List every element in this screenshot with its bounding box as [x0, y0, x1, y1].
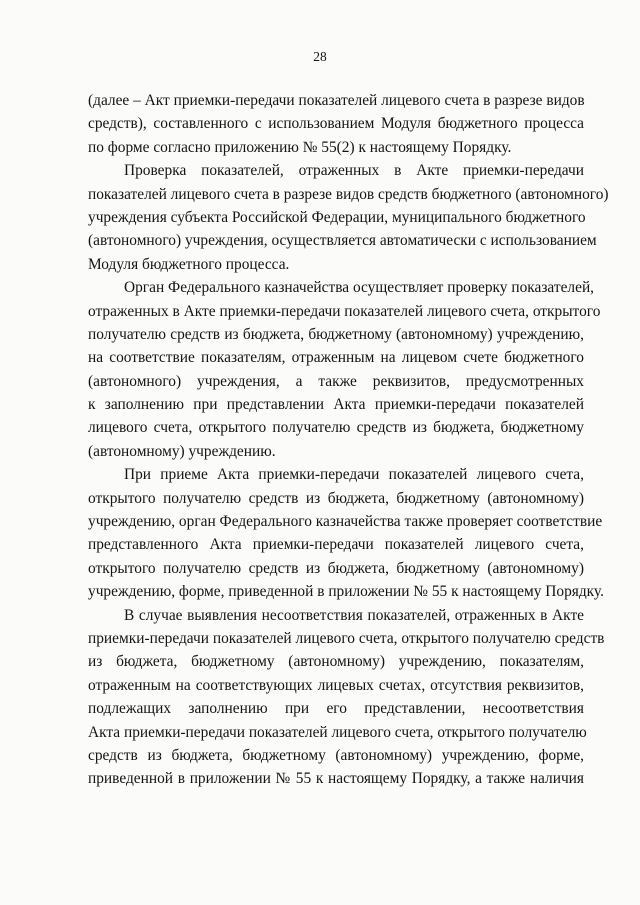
- document-body: [88, 89, 609, 791]
- text-line: отраженных в Акте приемки-передачи показателей лицевого счета, открытого: [88, 302, 601, 320]
- text-line: представленного Акта приемки-передачи показателей лицевого счета,: [88, 536, 584, 554]
- text-line: (автономному) учреждению.: [88, 442, 276, 460]
- text-line: средств из бюджета, бюджетному (автономному) учреждению, форме,: [88, 746, 584, 764]
- text-line: отраженным на соответствующих лицевых счетах, отсутствия реквизитов,: [88, 676, 584, 694]
- text-line: лицевого счета, открытого получателю средств из бюджета, бюджетному: [88, 419, 584, 437]
- text-line: по форме согласно приложению № 55(2) к настоящему Порядку.: [88, 138, 512, 156]
- text-line: (далее – Акт приемки-передачи показателей лицевого счета в разрезе видов: [88, 92, 585, 109]
- text-line: Проверка показателей, отраженных в Акте приемки-передачи: [124, 162, 584, 180]
- text-line: В случае выявления несоответствия показателей, отраженных в Акте: [124, 606, 584, 624]
- text-line: из бюджета, бюджетному (автономному) учреждению, показателям,: [88, 653, 584, 671]
- text-line: учреждению, орган Федерального казначейства также проверяет соответствие: [88, 513, 603, 531]
- text-line: получателю средств из бюджета, бюджетному (автономному) учреждению,: [88, 325, 584, 343]
- paragraph: [88, 159, 609, 276]
- text-line: открытого получателю средств из бюджета, бюджетному (автономному): [88, 489, 584, 507]
- text-line: учреждения субъекта Российской Федерации, муниципального бюджетного: [88, 208, 586, 226]
- text-line: приведенной в приложении № 55 к настоящему Порядку, а также наличия: [88, 770, 584, 788]
- paragraph: [88, 463, 604, 603]
- paragraph: [88, 89, 584, 159]
- text-line: учреждению, форме, приведенной в приложении № 55 к настоящему Порядку.: [88, 583, 604, 601]
- text-line: При приеме Акта приемки-передачи показателей лицевого счета,: [124, 466, 584, 484]
- text-line: на соответствие показателям, отраженным на лицевом счете бюджетного: [88, 349, 584, 367]
- page-number: 28: [313, 49, 327, 64]
- text-line: открытого получателю средств из бюджета, бюджетному (автономному): [88, 559, 584, 577]
- text-line: Акта приемки-передачи показателей лицевого счета, открытого получателю: [88, 723, 587, 741]
- text-line: показателей лицевого счета в разрезе видов средств бюджетного (автономного): [88, 185, 609, 203]
- text-line: средств), составленного с использованием Модуля бюджетного процесса: [88, 115, 584, 133]
- text-line: Орган Федерального казначейства осуществляет проверку показателей,: [124, 279, 595, 297]
- paragraph: [88, 604, 605, 791]
- text-line: (автономного) учреждения, а также реквизитов, предусмотренных: [88, 372, 584, 390]
- text-line: к заполнению при представлении Акта приемки-передачи показателей: [88, 396, 584, 414]
- paragraph: [88, 276, 601, 463]
- text-line: (автономного) учреждения, осуществляется автоматически с использованием: [88, 232, 597, 250]
- text-line: подлежащих заполнению при его представлении, несоответствия: [88, 700, 584, 718]
- text-line: Модуля бюджетного процесса.: [88, 255, 290, 273]
- text-line: приемки-передачи показателей лицевого счета, открытого получателю средств: [88, 629, 605, 647]
